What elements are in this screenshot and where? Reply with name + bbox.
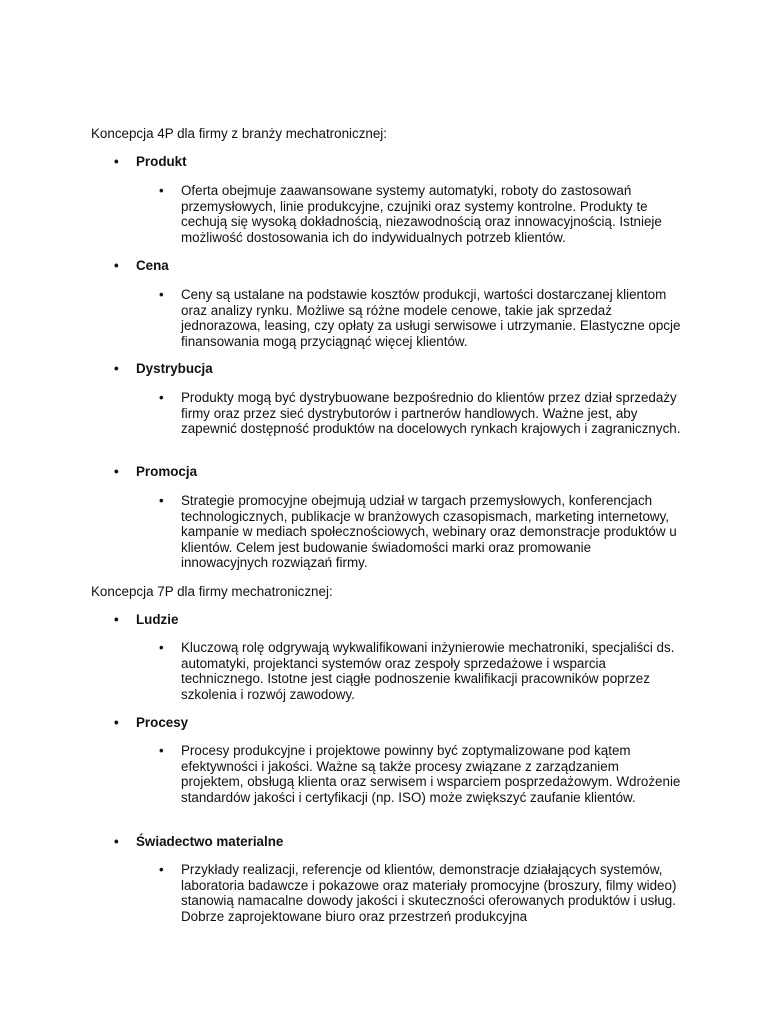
paragraph-produkt: • Oferta obejmuje zaawansowane systemy automatyki, roboty do zastosowań przemysłowych, linie produkcyjne, czujniki oraz systemy kontrolne. Produkty te cechują się wysoką dokładnością, niezawodnością oraz innowacyjnością. Istnieje możliwość dostosowania ich do indywidualnych potrzeb klientów. (181, 183, 681, 245)
section-title-4p: Koncepcja 4P dla firmy z branży mechatronicznej: (91, 126, 387, 141)
paragraph-procesy: • Procesy produkcyjne i projektowe powinny być zoptymalizowane pod kątem efektywności i jakości. Ważne są także procesy związane z zarządzaniem projektem, obsługą klienta oraz serwisem i wsparciem posprzedażowym. Wdrożenie standardów jakości i certyfikacji (np. ISO) może zwiększyć zaufanie klientów. (181, 743, 681, 805)
paragraph-ludzie: • Kluczową rolę odgrywają wykwalifikowani inżynierowie mechatroniki, specjaliści ds. automatyki, projektanci systemów oraz zespoły sprzedażowe i wsparcia technicznego. Istotne jest ciągłe podnoszenie kwalifikacji pracowników poprzez szkolenia i rozwój zawodowy. (181, 640, 681, 702)
paragraph-swiadectwo-materialne: • Przykłady realizacji, referencje od klientów, demonstracje działających systemów, laboratoria badawcze i pokazowe oraz materiały promocyjne (broszury, filmy wideo) stanowią namacalne dowody jakości i skuteczności oferowanych produktów i usług. Dobrze zaprojektowane biuro oraz przestrzeń produkcyjna (181, 862, 681, 924)
paragraph-promocja: • Strategie promocyjne obejmują udział w targach przemysłowych, konferencjach technologicznych, publikacje w branżowych czasopismach, marketing internetowy, kampanie w mediach społecznościowych, webinary oraz demonstracje produktów u klientów. Celem jest budowanie świadomości marki oraz promowanie innowacyjnych rozwiązań firmy. (181, 493, 681, 571)
heading-produkt: • Produkt (136, 154, 187, 170)
section-title-7p: Koncepcja 7P dla firmy mechatronicznej: (91, 584, 333, 599)
heading-dystrybucja: • Dystrybucja (136, 361, 213, 377)
heading-promocja: • Promocja (136, 464, 197, 480)
paragraph-cena: • Ceny są ustalane na podstawie kosztów produkcji, wartości dostarczanej klientom oraz analizy rynku. Możliwe są różne modele cenowe, takie jak sprzedaż jednorazowa, leasing, czy opłaty za usługi serwisowe i utrzymanie. Elastyczne opcje finansowania mogą przyciągnąć więcej klientów. (181, 287, 681, 349)
heading-cena: • Cena (136, 258, 169, 274)
heading-procesy: • Procesy (136, 715, 188, 731)
paragraph-dystrybucja: • Produkty mogą być dystrybuowane bezpośrednio do klientów przez dział sprzedaży firmy oraz przez sieć dystrybutorów i partnerów handlowych. Ważne jest, aby zapewnić dostępność produktów na docelowych rynkach krajowych i zagranicznych. (181, 390, 681, 437)
heading-swiadectwo-materialne: • Świadectwo materialne (136, 834, 283, 850)
heading-ludzie: • Ludzie (136, 612, 178, 628)
